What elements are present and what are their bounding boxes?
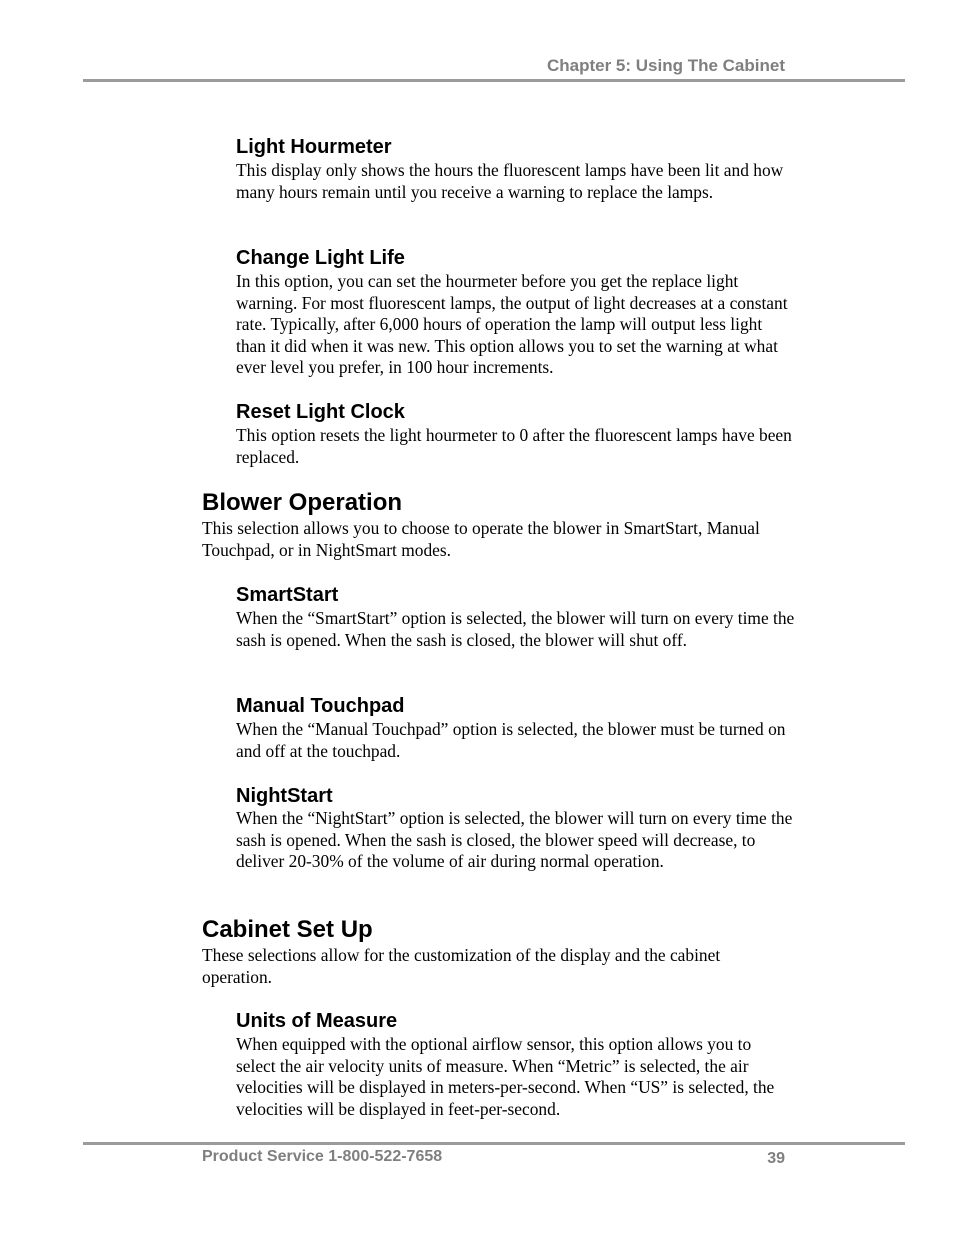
page-number: 39 (767, 1150, 785, 1167)
para-blower-operation: This selection allows you to choose to operate the blower in SmartStart, Manual Touchpad, or in NightSmart modes. (202, 518, 760, 560)
heading-light-hourmeter: Light Hourmeter (236, 136, 392, 158)
heading-blower-operation: Blower Operation (202, 489, 403, 516)
para-units-of-measure: When equipped with the optional airflow sensor, this option allows you to select the air velocity units of measure. When “Metric” is selected, the air velocities will be displayed in meters-per-second. When “US” is selected, the velocities will be displayed in feet-per-second. (236, 1034, 775, 1119)
heading-change-light-life: Change Light Life (236, 247, 405, 269)
para-reset-light-clock: This option resets the light hourmeter to 0 after the fluorescent lamps have been replaced. (236, 425, 792, 467)
footer-service-phone: Product Service 1-800-522-7658 (202, 1148, 443, 1165)
header-rule (83, 79, 905, 82)
footer-rule (83, 1142, 905, 1145)
heading-cabinet-set-up: Cabinet Set Up (202, 916, 373, 943)
heading-units-of-measure: Units of Measure (236, 1010, 398, 1032)
para-change-light-life: In this option, you can set the hourmeter before you get the replace light warning. For most fluorescent lamps, the output of light decreases at a constant rate. Typically, after 6,000 hours of operation the lamp will output less light than it did when it was new. This option allows you to set the warning at what ever level you prefer, in 100 hour increments. (236, 271, 788, 378)
heading-reset-light-clock: Reset Light Clock (236, 401, 405, 423)
para-manual-touchpad: When the “Manual Touchpad” option is selected, the blower must be turned on and off at the touchpad. (236, 719, 786, 761)
para-cabinet-set-up: These selections allow for the customization of the display and the cabinet operation. (202, 945, 721, 987)
para-smartstart: When the “SmartStart” option is selected, the blower will turn on every time the sash is opened. When the sash is closed, the blower will shut off. (236, 608, 795, 650)
heading-smartstart: SmartStart (236, 584, 339, 606)
para-light-hourmeter: This display only shows the hours the fluorescent lamps have been lit and how many hours remain until you receive a warning to replace the lamps. (236, 160, 784, 202)
heading-manual-touchpad: Manual Touchpad (236, 695, 405, 717)
heading-nightstart: NightStart (236, 785, 333, 807)
running-header: Chapter 5: Using The Cabinet (546, 56, 785, 75)
para-nightstart: When the “NightStart” option is selected, the blower will turn on every time the sash is opened. When the sash is closed, the blower speed will decrease, to deliver 20-30% of the volume of air during normal operation. (236, 808, 793, 872)
